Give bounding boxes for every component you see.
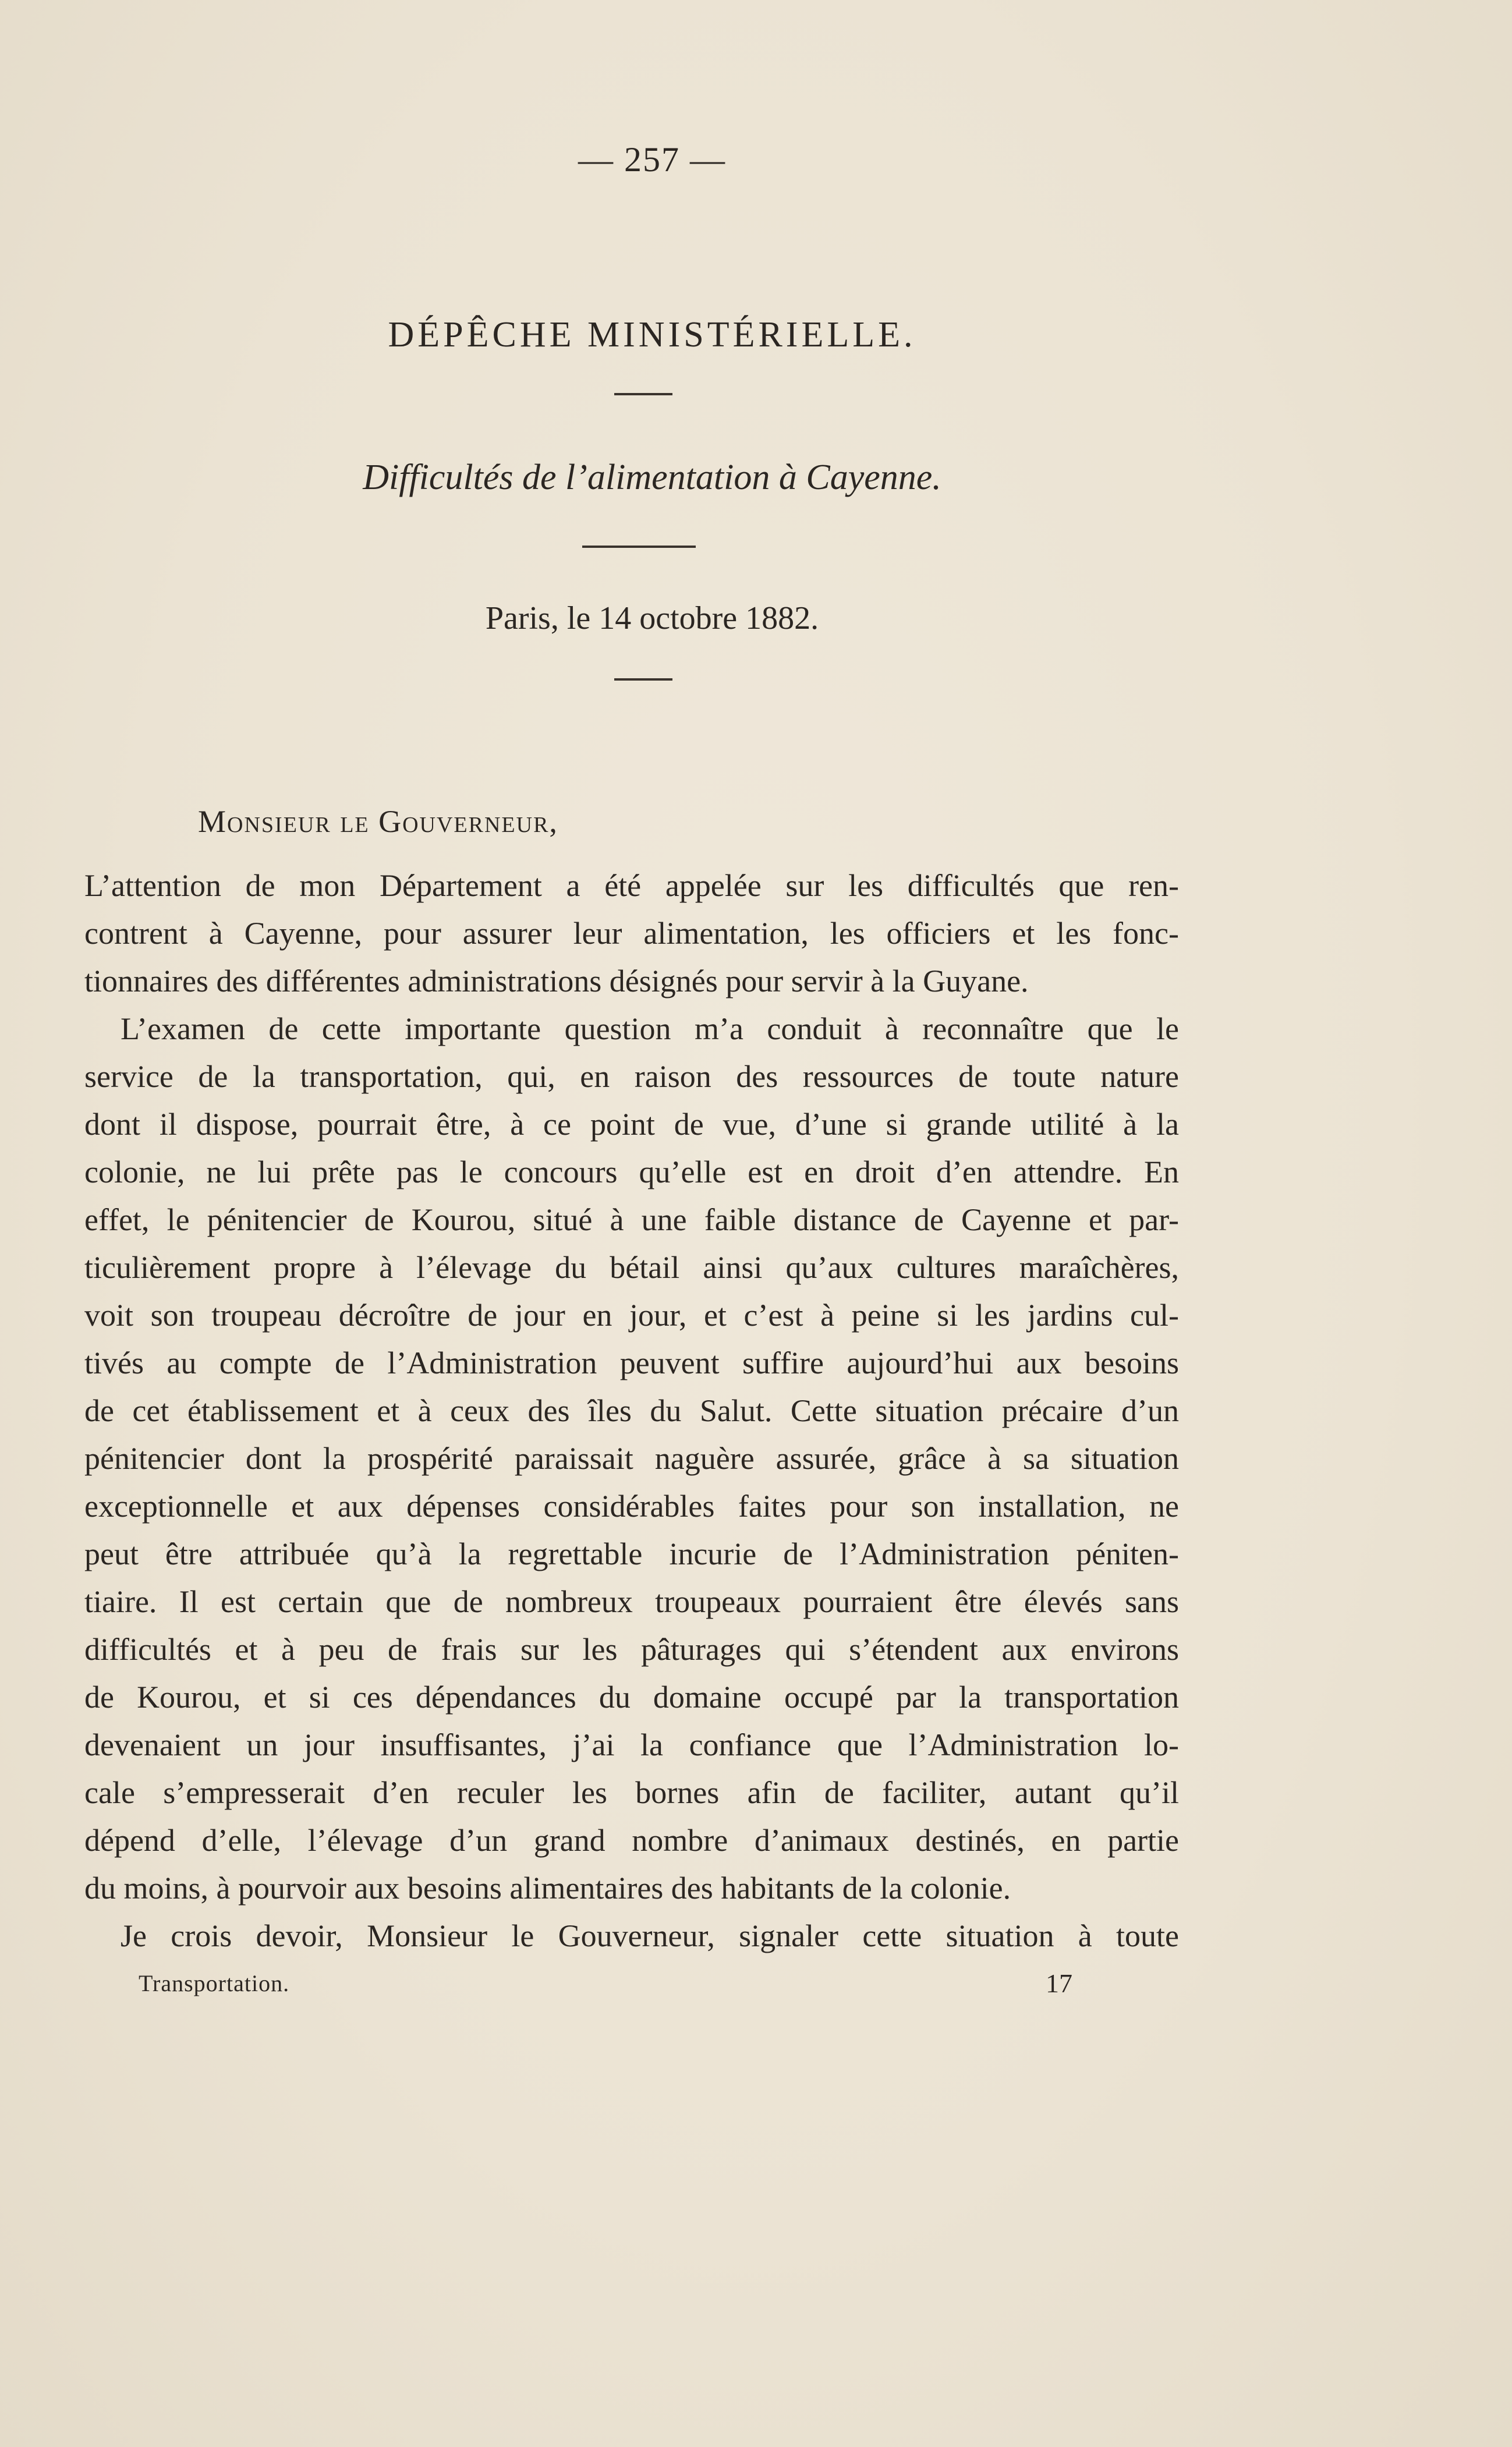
body-line: peut être attribuée qu’à la regrettable incurie de l’Administration péniten- <box>84 1536 1179 1571</box>
title-divider <box>614 393 672 395</box>
letter-body <box>84 862 1179 1960</box>
body-line: L’examen de cette importante question m’a conduit à reconnaître que le <box>121 1011 1179 1046</box>
body-line: exceptionnelle et aux dépenses considérables faites pour son installation, ne <box>84 1489 1179 1524</box>
body-line: voit son troupeau décroître de jour en jour, et c’est à peine si les jardins cul- <box>84 1298 1179 1333</box>
body-line: tiaire. Il est certain que de nombreux troupeaux pourraient être élevés sans <box>84 1584 1179 1619</box>
body-line: L’attention de mon Département a été appelée sur les difficultés que ren- <box>84 868 1179 903</box>
body-line: contrent à Cayenne, pour assurer leur alimentation, les officiers et les fonc- <box>84 916 1179 951</box>
footer-signature-number: 17 <box>1046 1968 1072 1998</box>
page-title: DÉPÊCHE MINISTÉRIELLE. <box>388 315 916 355</box>
body-line: devenaient un jour insuffisantes, j’ai la confiance que l’Administration lo- <box>84 1727 1179 1762</box>
body-line: pénitencier dont la prospérité paraissait naguère assurée, grâce à sa situation <box>84 1441 1179 1476</box>
body-line: dont il dispose, pourrait être, à ce point de vue, d’une si grande utilité à la <box>84 1107 1179 1142</box>
body-line: tionnaires des différentes administrations désignés pour servir à la Guyane. <box>84 964 1029 998</box>
body-line: ticulièrement propre à l’élevage du bétail ainsi qu’aux cultures maraîchères, <box>84 1250 1179 1285</box>
footer-section-title: Transportation. <box>139 1970 290 1996</box>
date-divider <box>614 678 672 681</box>
body-line: dépend d’elle, l’élevage d’un grand nombre d’animaux destinés, en partie <box>84 1823 1179 1858</box>
body-line: cale s’empresserait d’en reculer les bornes afin de faciliter, autant qu’il <box>84 1775 1179 1810</box>
body-line: de Kourou, et si ces dépendances du domaine occupé par la transportation <box>84 1680 1179 1715</box>
body-line: service de la transportation, qui, en raison des ressources de toute nature <box>84 1059 1179 1094</box>
body-line: de cet établissement et à ceux des îles du Salut. Cette situation précaire d’un <box>84 1393 1179 1428</box>
body-line: effet, le pénitencier de Kourou, situé à une faible distance de Cayenne et par- <box>84 1202 1179 1237</box>
subtitle-divider <box>582 546 696 548</box>
dateline: Paris, le 14 octobre 1882. <box>485 600 819 636</box>
body-line: Je crois devoir, Monsieur le Gouverneur, signaler cette situation à toute <box>121 1918 1179 1953</box>
body-line: colonie, ne lui prête pas le concours qu’elle est en droit d’en attendre. En <box>84 1155 1179 1189</box>
page-subtitle: Difficultés de l’alimentation à Cayenne. <box>363 458 941 497</box>
page-number: — 257 — <box>578 140 726 179</box>
salutation: Monsieur le Gouverneur, <box>198 804 558 839</box>
body-line: tivés au compte de l’Administration peuvent suffire aujourd’hui aux besoins <box>84 1345 1179 1380</box>
body-line: difficultés et à peu de frais sur les pâturages qui s’étendent aux environs <box>84 1632 1179 1667</box>
body-line: du moins, à pourvoir aux besoins alimentaires des habitants de la colonie. <box>84 1871 1011 1906</box>
